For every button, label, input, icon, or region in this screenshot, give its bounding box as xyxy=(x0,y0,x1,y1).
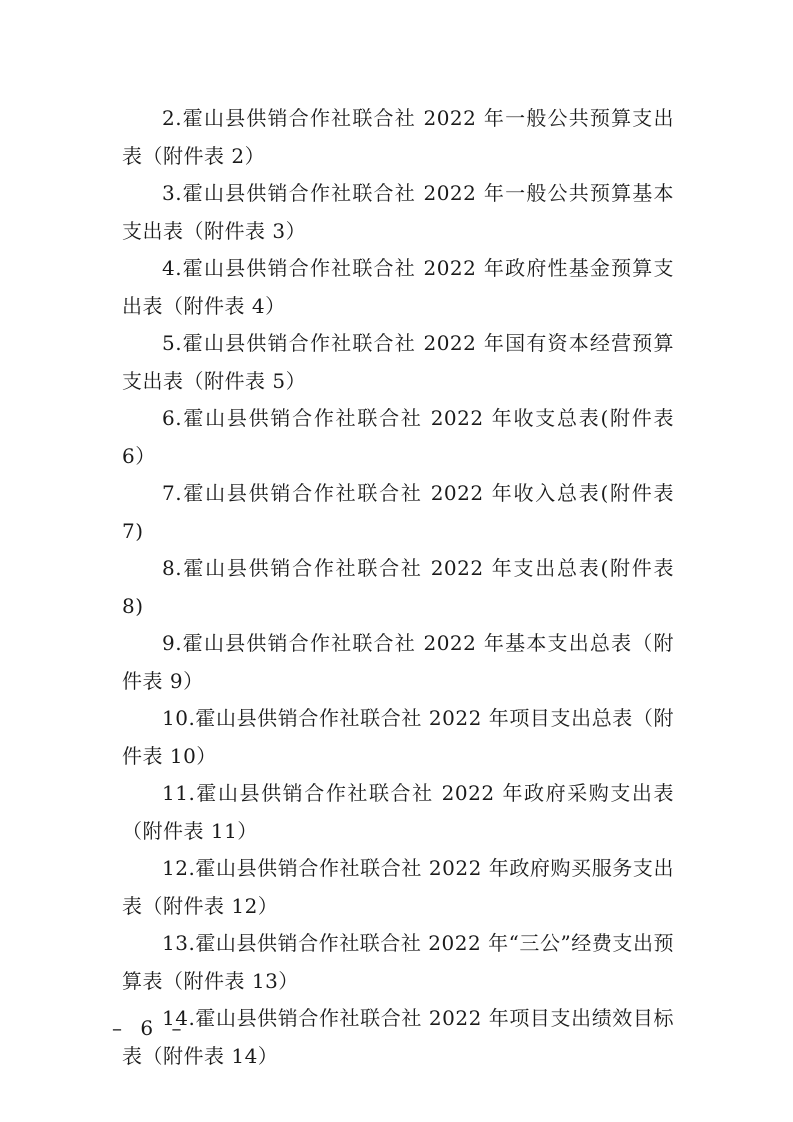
list-item: 13.霍山县供销合作社联合社 2022 年“三公”经费支出预算表（附件表 13） xyxy=(122,931,674,993)
list-item: 9.霍山县供销合作社联合社 2022 年基本支出总表（附件表 9） xyxy=(122,631,674,693)
list-item: 11.霍山县供销合作社联合社 2022 年政府采购支出表（附件表 11） xyxy=(122,781,674,843)
attachment-list xyxy=(122,100,674,1075)
list-item: 6.霍山县供销合作社联合社 2022 年收支总表(附件表 6） xyxy=(122,406,674,468)
list-item: 14.霍山县供销合作社联合社 2022 年项目支出绩效目标表（附件表 14） xyxy=(122,1006,674,1068)
list-item: 8.霍山县供销合作社联合社 2022 年支出总表(附件表 8) xyxy=(122,556,674,618)
list-item: 10.霍山县供销合作社联合社 2022 年项目支出总表（附件表 10） xyxy=(122,706,674,768)
list-item: 12.霍山县供销合作社联合社 2022 年政府购买服务支出表（附件表 12） xyxy=(122,856,674,918)
list-item: 3.霍山县供销合作社联合社 2022 年一般公共预算基本支出表（附件表 3） xyxy=(122,181,674,243)
list-item: 5.霍山县供销合作社联合社 2022 年国有资本经营预算支出表（附件表 5） xyxy=(122,331,674,393)
list-item: 2.霍山县供销合作社联合社 2022 年一般公共预算支出表（附件表 2） xyxy=(122,106,674,168)
list-item: 7.霍山县供销合作社联合社 2022 年收入总表(附件表 7) xyxy=(122,481,674,543)
page-number: – 6 – xyxy=(112,1016,188,1040)
list-item: 4.霍山县供销合作社联合社 2022 年政府性基金预算支出表（附件表 4） xyxy=(122,256,674,318)
